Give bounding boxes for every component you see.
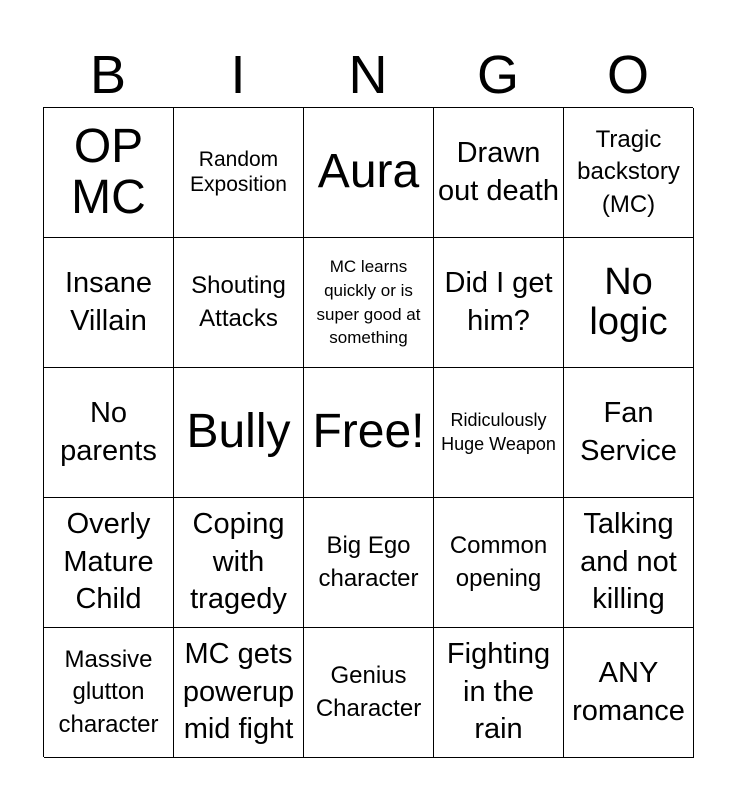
bingo-cell[interactable]: ANY romance	[564, 628, 694, 758]
header-letter-b: B	[89, 45, 127, 105]
bingo-cell[interactable]: No parents	[44, 368, 174, 498]
bingo-cell[interactable]: Fan Service	[564, 368, 694, 498]
bingo-cell[interactable]: Insane Villain	[44, 238, 174, 368]
bingo-cell[interactable]: Bully	[174, 368, 304, 498]
header-letter-o: O	[606, 45, 649, 105]
bingo-header	[43, 42, 693, 108]
bingo-cell[interactable]: MC learns quickly or is super good at something	[304, 238, 434, 368]
bingo-cell[interactable]: Did I get him?	[434, 238, 564, 368]
bingo-cell[interactable]: Free!	[304, 368, 434, 498]
bingo-cell[interactable]: Aura	[304, 108, 434, 238]
bingo-cell[interactable]: OP MC	[44, 108, 174, 238]
bingo-cell[interactable]: Overly Mature Child	[44, 498, 174, 628]
header-letter-g: G	[476, 45, 519, 105]
bingo-cell[interactable]: Common opening	[434, 498, 564, 628]
header-letter-i: I	[230, 45, 246, 105]
bingo-cell[interactable]: Genius Character	[304, 628, 434, 758]
bingo-cell[interactable]: Tragic backstory (MC)	[564, 108, 694, 238]
bingo-cell[interactable]: Big Ego character	[304, 498, 434, 628]
bingo-cell[interactable]: Drawn out death	[434, 108, 564, 238]
bingo-cell[interactable]: Massive glutton character	[44, 628, 174, 758]
bingo-cell[interactable]: Random Exposition	[174, 108, 304, 238]
bingo-cell[interactable]: Talking and not killing	[564, 498, 694, 628]
bingo-cell[interactable]: No logic	[564, 238, 694, 368]
bingo-cell[interactable]: Fighting in the rain	[434, 628, 564, 758]
bingo-cell[interactable]: Ridiculously Huge Weapon	[434, 368, 564, 498]
bingo-cell[interactable]: Coping with tragedy	[174, 498, 304, 628]
bingo-grid	[43, 107, 693, 757]
header-letter-n: N	[348, 45, 388, 105]
bingo-cell[interactable]: Shouting Attacks	[174, 238, 304, 368]
bingo-cell[interactable]: MC gets powerup mid fight	[174, 628, 304, 758]
